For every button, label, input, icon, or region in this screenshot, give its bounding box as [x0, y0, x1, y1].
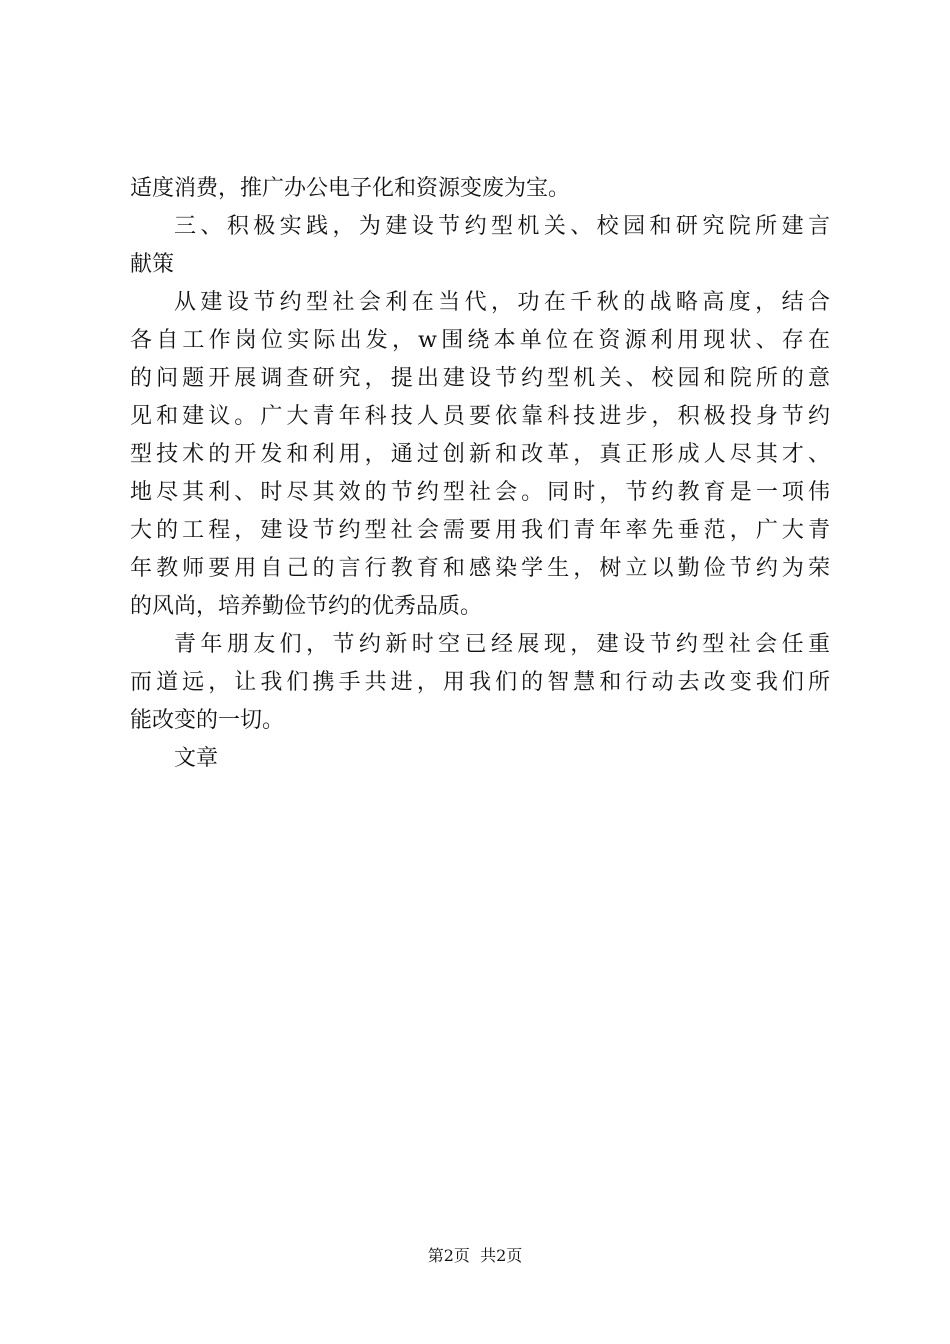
text-line: 的风尚，培养勤俭节约的优秀品质。	[130, 594, 483, 619]
text-line: 的问题开展调查研究，提出建设节约型机关、校园和院所的意	[130, 366, 830, 391]
text-line: 青年朋友们，节约新时空已经展现，建设节约型社会任重	[174, 632, 830, 657]
text-line: 各自工作岗位实际出发，w围绕本单位在资源利用现状、存在	[130, 328, 830, 353]
text-line: 地尽其利、时尽其效的节约型社会。同时，节约教育是一项伟	[130, 480, 830, 505]
page-number-label: 第2页 共2页	[427, 1246, 523, 1265]
text-line: 而道远，让我们携手共进，用我们的智慧和行动去改变我们所	[130, 670, 830, 695]
page-footer	[0, 1244, 950, 1268]
document-body	[130, 170, 830, 778]
text-line: 适度消费，推广办公电子化和资源变废为宝。	[130, 176, 571, 201]
text-line: 见和建议。广大青年科技人员要依靠科技进步，积极投身节约	[130, 404, 830, 429]
text-line: 三、积极实践，为建设节约型机关、校园和研究院所建言	[174, 214, 830, 239]
text-line: 型技术的开发和利用，通过创新和改革，真正形成人尽其才、	[130, 442, 830, 467]
text-line: 献策	[130, 252, 175, 277]
text-line: 能改变的一切。	[130, 708, 285, 733]
text-line: 文章	[174, 746, 219, 771]
text-line: 从建设节约型社会利在当代，功在千秋的战略高度，结合	[174, 290, 830, 315]
text-line: 年教师要用自己的言行教育和感染学生，树立以勤俭节约为荣	[130, 556, 830, 581]
text-line: 大的工程，建设节约型社会需要用我们青年率先垂范，广大青	[130, 518, 830, 543]
